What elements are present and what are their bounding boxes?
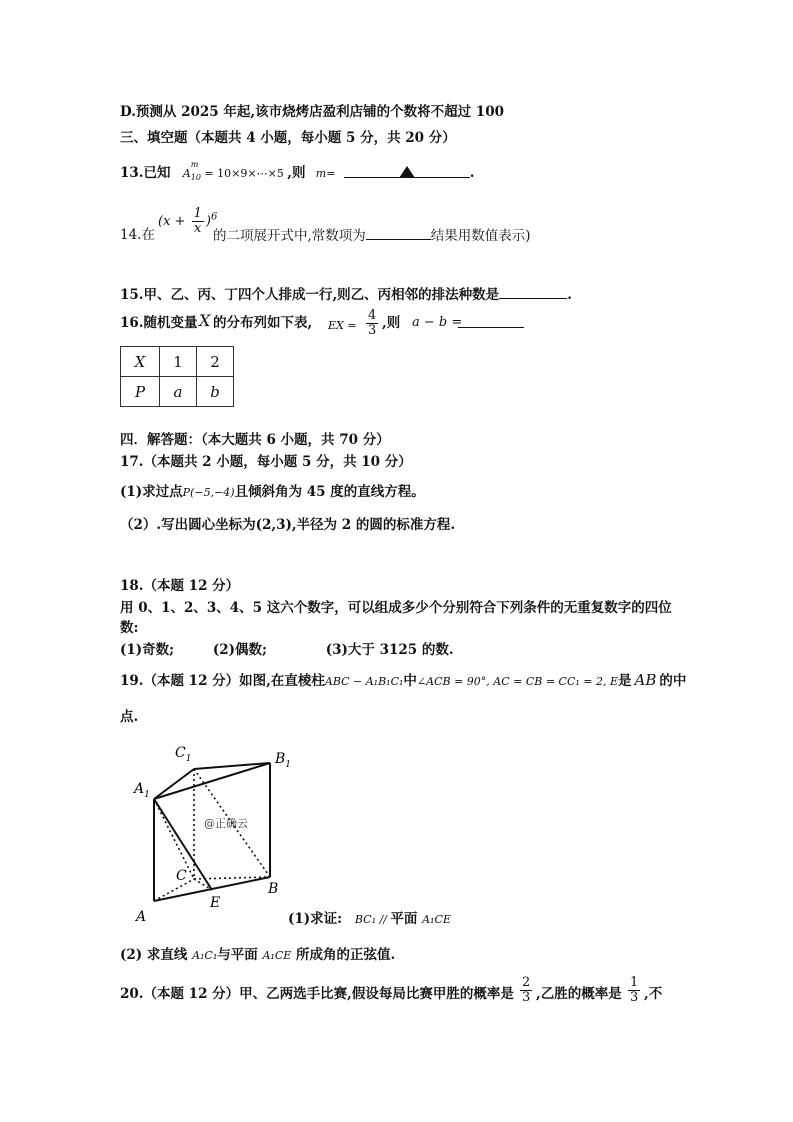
q20-fraction-2 (628, 976, 640, 1005)
table-cell: b (197, 377, 234, 407)
q19-ab: AB (634, 671, 657, 689)
q13-prefix: 13.已知 (120, 165, 171, 181)
q19-prism: ABC − A₁B₁C₁ (324, 675, 404, 688)
q15-end: . (567, 287, 572, 303)
table-cell: a (160, 377, 197, 407)
table-cell: 1 (160, 347, 197, 377)
q19-part2-mid: 与平面 (217, 947, 258, 963)
q14-tail: 结果用数值表示) (430, 228, 531, 244)
q14-frac-num: 1 (193, 206, 202, 221)
distribution-table (120, 346, 234, 407)
q19-part1-post: 平面 (390, 911, 418, 927)
q13-formula (182, 160, 288, 183)
q13-sup: m (190, 160, 199, 169)
q16-ex: EX = (328, 319, 357, 332)
q13-answer-blank (344, 163, 470, 178)
q19-line2: 点. (120, 709, 139, 725)
section4-header: 四．解答题：（本大题共 6 小题，共 70 分） (120, 432, 390, 448)
q14-frac-den: x (194, 221, 202, 236)
label-a: A (136, 909, 147, 925)
q16-frac-den: 3 (368, 323, 377, 338)
table-cell: P (121, 377, 160, 407)
q19-part2-line: A₁C₁ (192, 949, 218, 962)
q19-part1 (288, 909, 451, 930)
section3-header: 三、填空题（本题共 4 小题，每小题 5 分，共 20 分） (120, 130, 456, 146)
option-d: D.预测从 2025 年起,该市烧烤店盈利店铺的个数将不超过 100 (120, 104, 504, 120)
q20-p1-den: 3 (522, 990, 531, 1005)
q16-text3: ,则 (382, 315, 401, 331)
edge-a1-c (154, 799, 194, 879)
q14-prefix: 14.在 (120, 227, 155, 243)
label-c: C (176, 868, 187, 884)
table-cell: 2 (197, 347, 234, 377)
q19-part2 (120, 945, 395, 966)
q20-p2-den: 3 (630, 990, 639, 1005)
q17-header: 17.（本题共 2 小题，每小题 5 分，共 10 分） (120, 454, 412, 470)
q18-option-3: (3)大于 3125 的数. (325, 642, 454, 658)
q20-pre: 20.（本题 12 分）甲、乙两选手比赛,假设每局比赛甲胜的概率是 (120, 986, 514, 1002)
q20-p2-num: 1 (630, 975, 639, 990)
q19-pre: 19.（本题 12 分）如图,在直棱柱 (120, 673, 325, 689)
q17-part1 (120, 482, 425, 503)
q13-var: m= (315, 167, 336, 180)
table-row (121, 377, 234, 407)
triangle-icon (399, 166, 415, 178)
q20-mid: ,乙胜的概率是 (536, 986, 622, 1002)
question-15 (120, 284, 572, 305)
q14-expr-left: (x + (158, 214, 186, 229)
watermark: @正确云 (204, 817, 248, 830)
q20-p1-num: 2 (522, 975, 531, 990)
q17-point: P(−5,−4) (182, 486, 235, 499)
q19-part2-pre: (2) 求直线 (120, 947, 188, 963)
q14-text-body: 的二项展开式中,常数项为 (213, 228, 366, 244)
q18-options (120, 640, 454, 660)
q16-fraction (366, 309, 378, 338)
q18-option-2: (2)偶数; (212, 642, 268, 658)
edge-a1-c1 (154, 769, 194, 799)
prism-solid-edges (154, 763, 270, 901)
q19-cond: ∠ACB = 90°, AC = CB = CC₁ = 2, E (416, 675, 619, 688)
label-c1: $C_1$ (175, 745, 192, 764)
q16-answer-blank (458, 313, 524, 328)
q18-line1: 用 0、1、2、3、4、5 这六个数字，可以组成多少个分别符合下列条件的无重复数字的四位 (120, 600, 672, 616)
q17-part1-pre: (1)求过点 (120, 484, 183, 500)
q19-post: 是 (618, 673, 632, 689)
q14-fraction (192, 207, 204, 236)
q19-end: 的中 (659, 673, 687, 689)
q14-answer-blank (366, 225, 431, 240)
q19-mid: 中 (403, 673, 417, 689)
q20-fraction-1 (520, 976, 532, 1005)
q19-part2-plane: A₁CE (262, 949, 292, 962)
q16-text2: 的分布列如下表, (213, 315, 313, 331)
q19-line1 (120, 670, 686, 692)
prism-figure (120, 735, 460, 930)
q15-answer-blank (499, 284, 567, 299)
q17-part1-post: 且倾斜角为 45 度的直线方程。 (234, 484, 425, 500)
q13-formula-rest: = 10×9×⋯×5 (200, 167, 284, 180)
q13-suffix: ,则 (287, 165, 306, 181)
q14-expr-right: ) (205, 214, 211, 229)
q18-line2: 数: (120, 620, 139, 636)
q19-part1-plane: A₁CE (422, 913, 451, 926)
q14-text (213, 225, 531, 246)
q13-end: . (469, 165, 475, 181)
q20-post: ,不 (644, 986, 663, 1002)
q19-part1-pre: (1)求证: (288, 911, 343, 927)
q19-part1-expr: BC₁ // (354, 913, 391, 926)
q16-var: X (199, 311, 211, 330)
table-row (121, 347, 234, 377)
q18-header: 18.（本题 12 分） (120, 578, 240, 594)
question-13 (120, 160, 475, 188)
label-b: B (268, 881, 279, 897)
q16-text: 16.随机变量 (120, 315, 198, 331)
label-e: E (210, 895, 221, 911)
q16-frac-num: 4 (368, 308, 377, 323)
q17-part2: （2）.写出圆心坐标为(2,3),半径为 2 的圆的标准方程. (120, 517, 456, 533)
q14-expr (158, 207, 217, 236)
q18-option-1: (1)奇数; (120, 642, 175, 658)
q14-power: 6 (210, 211, 218, 223)
q13-formula-a: A (182, 167, 191, 180)
label-a1: $A_1$ (134, 781, 150, 800)
q13-sub: 10 (190, 173, 201, 183)
label-b1: $B_1$ (275, 751, 292, 770)
q19-part2-post: 所成角的正弦值. (295, 947, 396, 963)
q15-text: 15.甲、乙、丙、丁四个人排成一行,则乙、丙相邻的排法种数是 (120, 287, 500, 303)
table-cell: X (121, 347, 160, 377)
q16-ab: a − b = (412, 315, 463, 330)
